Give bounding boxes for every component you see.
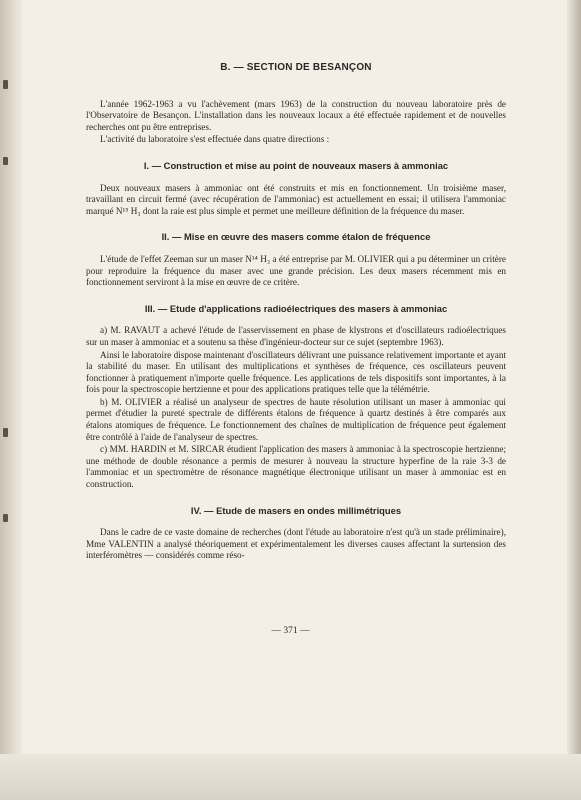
section-heading-1: I. — Construction et mise au point de nouveaux masers à ammoniac [143,159,449,171]
section-heading-2: II. — Mise en œuvre des masers comme étalon de fréquence [161,231,431,243]
binding-mark [3,428,8,437]
section-1-paragraph: Deux nouveaux masers à ammoniac ont été construits et mis en fonctionnement. Un troisième maser, travaillant en circuit fermé (avec récupération de l'ammoniac) est actuellement en essai; il utilisera l'ammoniac marqué N¹⁵ H₃ dont la raie est plus simple et permet une meilleure définition de la fréquence du maser. [86,182,506,216]
binding-mark [3,80,8,89]
intro-paragraph: L'activité du laboratoire s'est effectuée dans quatre directions : [100,134,330,145]
intro-paragraph: L'année 1962-1963 a vu l'achèvement (mars 1963) de la construction du nouveau laboratoire près de l'Observatoire de Besançon. L'installation dans les nouveaux locaux a été effectuée rapidement et de nouvelles recherches ont pu être entreprises. [86,98,506,132]
page-bottom-band [0,754,581,800]
section-3-paragraph-b: b) M. OLIVIER a réalisé un analyseur de spectres de haute résolution utilisant un maser à ammoniac qui permet d'étudier la pureté spectrale de différents étalons de fréquence à quartz destinés à être comparés aux étalons atomiques de fréquence. Le fonctionnement des chaînes de multiplication de fréquence peut également être contrôlé à l'aide de l'analyseur de spectres. [86,396,506,442]
page-edge-shadow-right [567,0,581,800]
section-heading-4: IV. — Etude de masers en ondes millimétriques [190,504,402,516]
binding-mark [3,514,8,522]
section-3-paragraph-c: c) MM. HARDIN et M. SIRCAR étudient l'application des masers à ammoniac à la spectroscopie hertzienne; une méthode de double résonance a permis de mesurer à nouveau la structure hyperfine de la raie 3-3 de l'ammoniac et un spectromètre de résonance magnétique électronique utilisant un maser à ammoniac est en construction. [86,444,506,490]
binding-mark [3,157,8,165]
section-3-paragraph-a-cont: Ainsi le laboratoire dispose maintenant d'oscillateurs délivrant une puissance relativement importante et ayant la stabilité du maser. En utilisant des multiplications et synthèses de fréquence, ces oscillateurs peuvent fonctionner à pratiquement n'importe quelle fréquence. Les applications de tels dispositifs sont importantes, à la fois pour la spectroscopie hertzienne et pour des applications pratiques telle que la télémétrie. [86,349,506,395]
page-title: B. — SECTION DE BESANÇON [220,62,372,73]
page-number: — 371 — [271,626,310,636]
section-4-paragraph: Dans le cadre de ce vaste domaine de recherches (dont l'étude au laboratoire n'est qu'à un stade préliminaire), Mme VALENTIN a analysé théoriquement et expérimentalement les diverses causes affectant la surtension des interféromètres — considérés comme réso- [86,527,506,561]
section-heading-3: III. — Etude d'applications radioélectriques des masers à ammoniac [144,302,448,314]
section-3-paragraph-a: a) M. RAVAUT a achevé l'étude de l'asservissement en phase de klystrons et d'oscillateurs radioélectriques sur un maser à ammoniac et a soutenu sa thèse d'ingénieur-docteur sur ce sujet (septembre 1963). [86,325,506,347]
section-2-paragraph: L'étude de l'effet Zeeman sur un maser N¹⁴ H₃ a été entreprise par M. OLIVIER qui a pu déterminer un critère pour reproduire la fréquence du maser avec une grande précision. Les deux masers récemment mis en fonctionnement serviront à la mise en œuvre de ce critère. [86,253,506,288]
page-edge-shadow-left [0,0,22,800]
document-body [86,58,506,562]
